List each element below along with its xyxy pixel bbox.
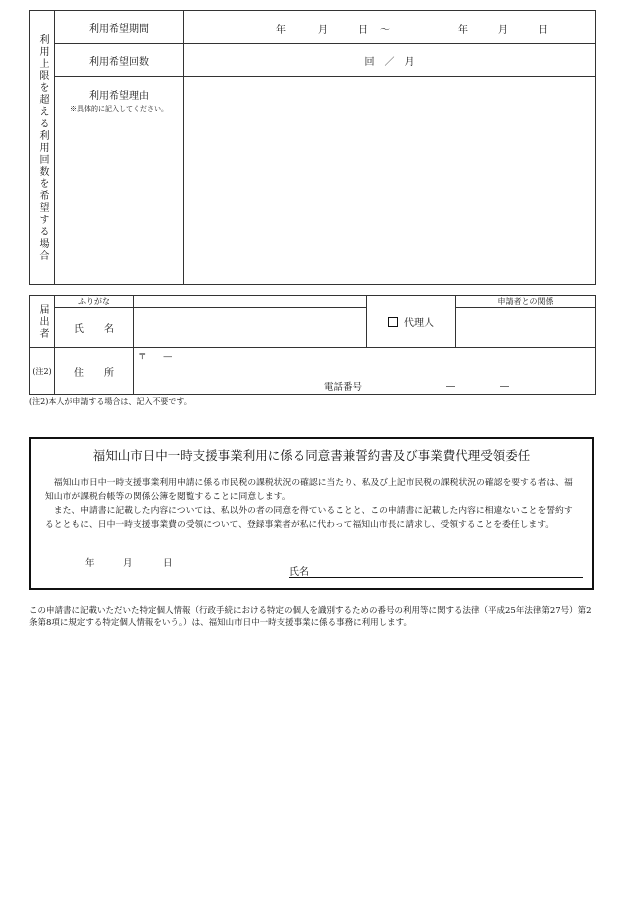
consent-paragraph-1: 福知山市日中一時支援事業利用申請に係る市民税の課税状況の確認に当たり、私及び上記市民税の課税状況の確認を要する者は、福知山市が課税台帳等の関係公簿を閲覧することに同意します。 [45, 478, 573, 502]
relation-field[interactable] [456, 308, 596, 348]
proxy-label: 代理人 [404, 318, 434, 329]
period-start-month: 月 [318, 25, 328, 36]
reason-label: 利用希望理由 [89, 91, 149, 102]
furigana-field[interactable] [134, 296, 367, 308]
period-end-month: 月 [498, 25, 508, 36]
applicant-side-header: 届出者 [30, 296, 55, 348]
consent-date-day: 日 [163, 558, 173, 569]
period-end-year: 年 [458, 25, 468, 36]
note-mark: (注2) [30, 348, 55, 395]
signature-line[interactable] [289, 563, 583, 578]
name-field[interactable] [134, 308, 367, 348]
proxy-checkbox[interactable] [388, 317, 398, 327]
phone-label: 電話番号 [324, 382, 363, 393]
usage-limit-side-header: 利用上限を超える利用回数を希望する場合 [30, 11, 55, 285]
reason-label-cell [55, 77, 184, 285]
period-end-day: 日 [538, 25, 548, 36]
consent-paragraph-2: また、申請書に記載した内容については、私以外の者の同意を得ていることと、この申請書に記載した内容に相違ないことを誓約するとともに、日中一時支援事業費の受領について、登録事業者が私に代わって福知山市長に請求し、受領することを委任します。 [45, 506, 573, 530]
period-label: 利用希望期間 [55, 11, 184, 44]
furigana-label: ふりがな [55, 296, 134, 308]
proxy-cell[interactable] [367, 296, 456, 348]
consent-title: 福知山市日中一時支援事業利用に係る同意書兼誓約書及び事業費代理受領委任 [92, 448, 531, 463]
name-label: 氏 名 [55, 308, 134, 348]
postal-mark: 〒 ― [138, 352, 173, 362]
usage-limit-table [29, 10, 596, 285]
signature-label: 氏名 [289, 567, 309, 578]
consent-date-year: 年 [85, 558, 95, 569]
count-label: 利用希望回数 [55, 44, 184, 77]
period-start-year: 年 [276, 25, 286, 36]
count-field[interactable]: 回 ／ 月 [184, 44, 596, 77]
applicant-table [29, 295, 596, 395]
period-field[interactable] [184, 11, 596, 44]
consent-date-month: 月 [123, 558, 133, 569]
period-start-day: 日 [358, 25, 368, 36]
period-separator: ～ [380, 25, 390, 36]
applicant-footnote: (注2)本人が申請する場合は、記入不要です。 [29, 397, 192, 406]
consent-date[interactable] [31, 555, 231, 569]
phone-dashes: ― ― [446, 382, 510, 392]
relation-label: 申請者との関係 [456, 296, 596, 308]
consent-box [29, 437, 594, 590]
privacy-footer: この申請書に記載いただいた特定個人情報（行政手続における特定の個人を識別するための番号の利用等に関する法律（平成25年法律第27号）第2条第8項に規定する特定個人情報をいう。）は、福知山市日中一時支援事業に係る事務に利用します。 [29, 606, 592, 628]
address-field[interactable] [134, 348, 596, 395]
reason-field[interactable] [184, 77, 596, 285]
reason-note: ※具体的に記入してください。 [70, 105, 168, 113]
address-label: 住 所 [55, 348, 134, 395]
